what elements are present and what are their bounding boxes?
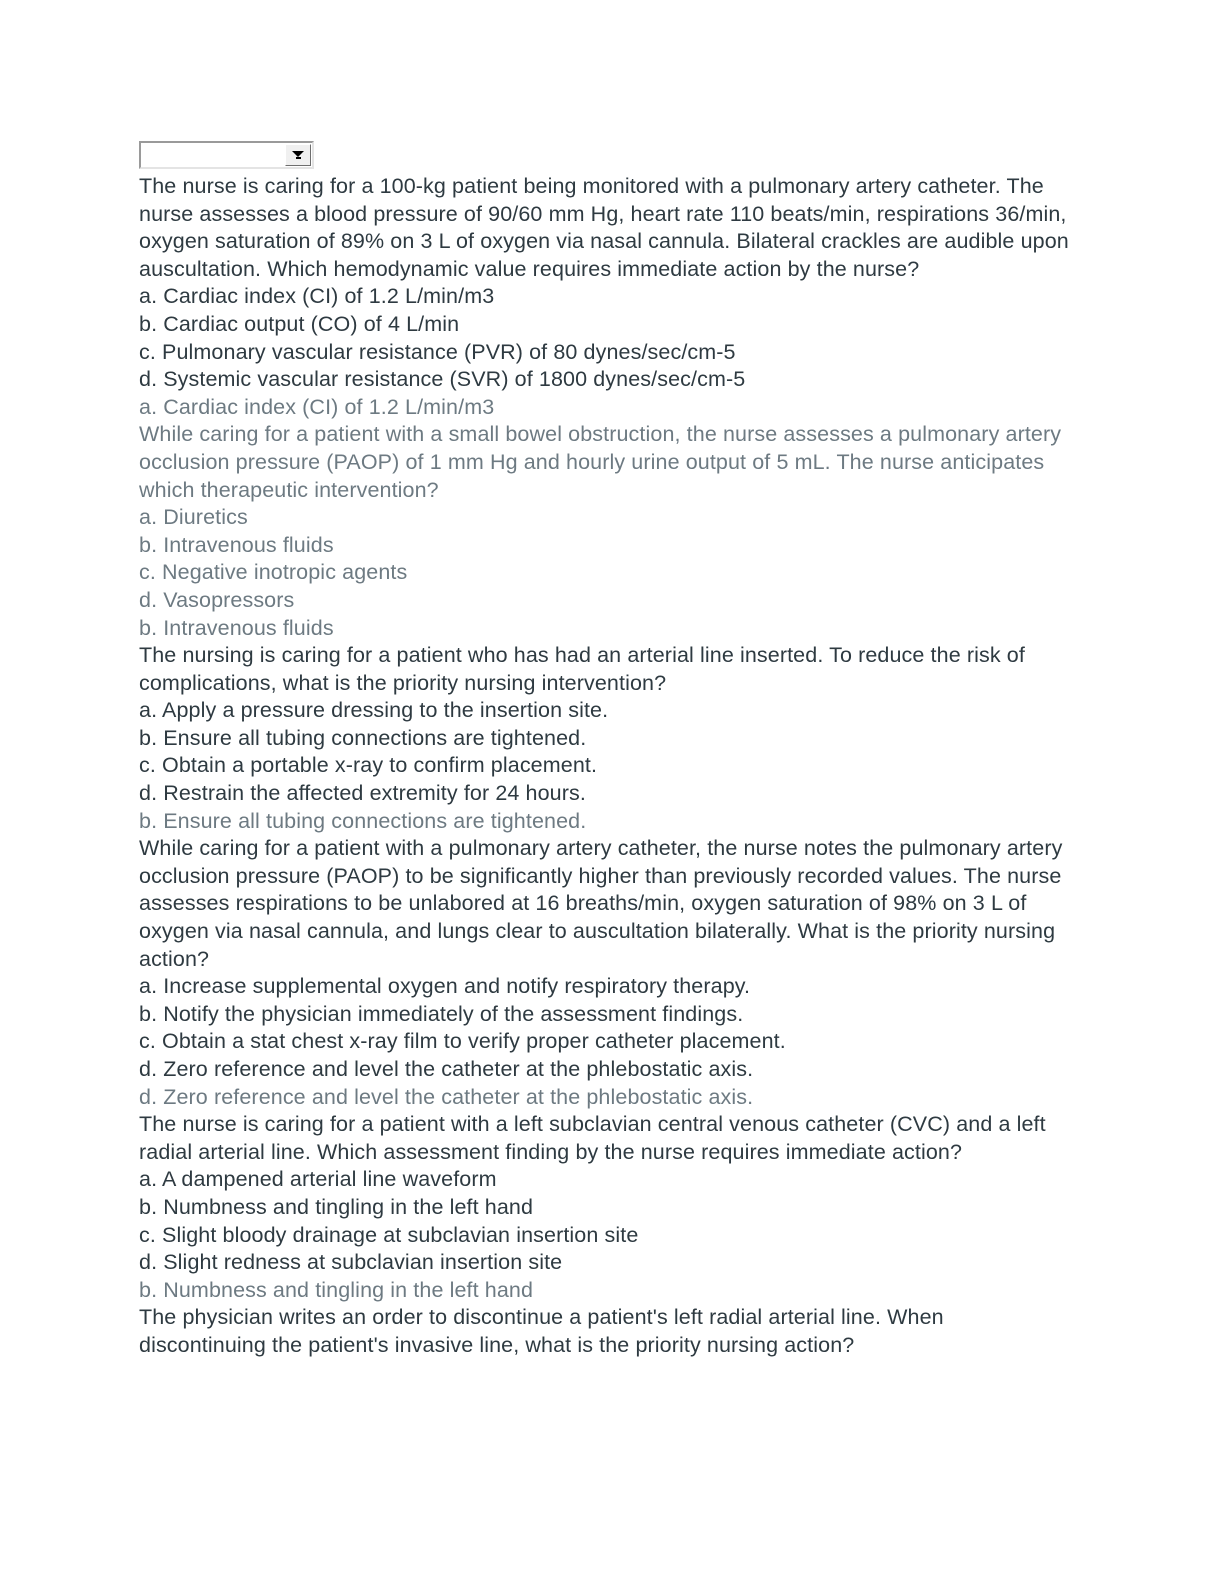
dropdown-toggle-button[interactable] xyxy=(285,144,311,166)
answer-option: d. Vasopressors xyxy=(139,587,295,612)
question-stem: While caring for a patient with a pulmonary artery catheter, the nurse notes the pulmonary artery occlusion pressure (PAOP) to be significantly higher than previously recorded values. The nurse assesses respirations to be unlabored at 16 breaths/min, oxygen saturation of 98% on 3 L of oxygen via nasal cannula, and lungs clear to auscultation bilaterally. What is the priority nursing action? xyxy=(139,836,1063,971)
question-stem: The nurse is caring for a patient with a left subclavian central venous catheter (CVC) and a left radial arterial line. Which assessment finding by the nurse requires immediate action? xyxy=(139,1112,1046,1164)
correct-answer: a. Cardiac index (CI) of 1.2 L/min/m3 xyxy=(139,394,495,419)
question-stem: The physician writes an order to discontinue a patient's left radial arterial line. When discontinuing the patient's invasive line, what is the priority nursing action? xyxy=(139,1305,944,1357)
question-stem: The nurse is caring for a 100-kg patient being monitored with a pulmonary artery catheter. The nurse assesses a blood pressure of 90/60 mm Hg, heart rate 110 beats/min, respirations 36/min, oxygen saturation of 89% on 3 L of oxygen via nasal cannula. Bilateral crackles are audible upon auscultation. Which hemodynamic value requires immediate action by the nurse? xyxy=(139,174,1069,281)
document-content xyxy=(139,141,1069,1360)
answer-option: c. Pulmonary vascular resistance (PVR) of 80 dynes/sec/cm-5 xyxy=(139,339,736,364)
answer-option: a. A dampened arterial line waveform xyxy=(139,1167,497,1192)
answer-option: c. Negative inotropic agents xyxy=(139,560,408,585)
question-blocks xyxy=(139,173,1069,1360)
correct-answer: b. Ensure all tubing connections are tightened. xyxy=(139,808,587,833)
question-block xyxy=(139,642,1069,835)
answer-option: d. Slight redness at subclavian insertion site xyxy=(139,1250,563,1275)
answer-option: b. Notify the physician immediately of the assessment findings. xyxy=(139,1001,744,1026)
answer-option: b. Numbness and tingling in the left hand xyxy=(139,1194,534,1219)
question-stem: While caring for a patient with a small bowel obstruction, the nurse assesses a pulmonary artery occlusion pressure (PAOP) of 1 mm Hg and hourly urine output of 5 mL. The nurse anticipates which therapeutic intervention? xyxy=(139,422,1062,502)
answer-option: a. Apply a pressure dressing to the insertion site. xyxy=(139,698,609,723)
answer-option: b. Intravenous fluids xyxy=(139,532,334,557)
dropdown-selected-value xyxy=(141,143,285,167)
correct-answer: b. Numbness and tingling in the left hand xyxy=(139,1277,534,1302)
question-block xyxy=(139,1111,1069,1304)
answer-option: a. Diuretics xyxy=(139,505,248,530)
correct-answer: d. Zero reference and level the catheter at the phlebostatic axis. xyxy=(139,1084,754,1109)
answer-option: d. Zero reference and level the catheter at the phlebostatic axis. xyxy=(139,1057,754,1081)
question-block xyxy=(139,173,1069,421)
answer-option: c. Slight bloody drainage at subclavian insertion site xyxy=(139,1222,639,1247)
answer-option: c. Obtain a stat chest x-ray film to verify proper catheter placement. xyxy=(139,1029,786,1054)
question-block xyxy=(139,835,1069,1111)
question-stem: The nursing is caring for a patient who has had an arterial line inserted. To reduce the risk of complications, what is the priority nursing intervention? xyxy=(139,643,1025,695)
answer-option: d. Systemic vascular resistance (SVR) of 1800 dynes/sec/cm-5 xyxy=(139,367,746,392)
answer-option: a. Cardiac index (CI) of 1.2 L/min/m3 xyxy=(139,284,495,309)
answer-option: a. Increase supplemental oxygen and notify respiratory therapy. xyxy=(139,974,751,999)
question-block xyxy=(139,421,1069,642)
correct-answer: b. Intravenous fluids xyxy=(139,615,334,640)
document-style-dropdown[interactable] xyxy=(139,141,314,169)
question-block xyxy=(139,1304,1069,1359)
chevron-down-icon xyxy=(292,150,305,161)
answer-option: b. Ensure all tubing connections are tightened. xyxy=(139,725,587,750)
answer-option: c. Obtain a portable x-ray to confirm placement. xyxy=(139,753,598,778)
answer-option: d. Restrain the affected extremity for 24 hours. xyxy=(139,781,586,806)
answer-option: b. Cardiac output (CO) of 4 L/min xyxy=(139,311,460,336)
